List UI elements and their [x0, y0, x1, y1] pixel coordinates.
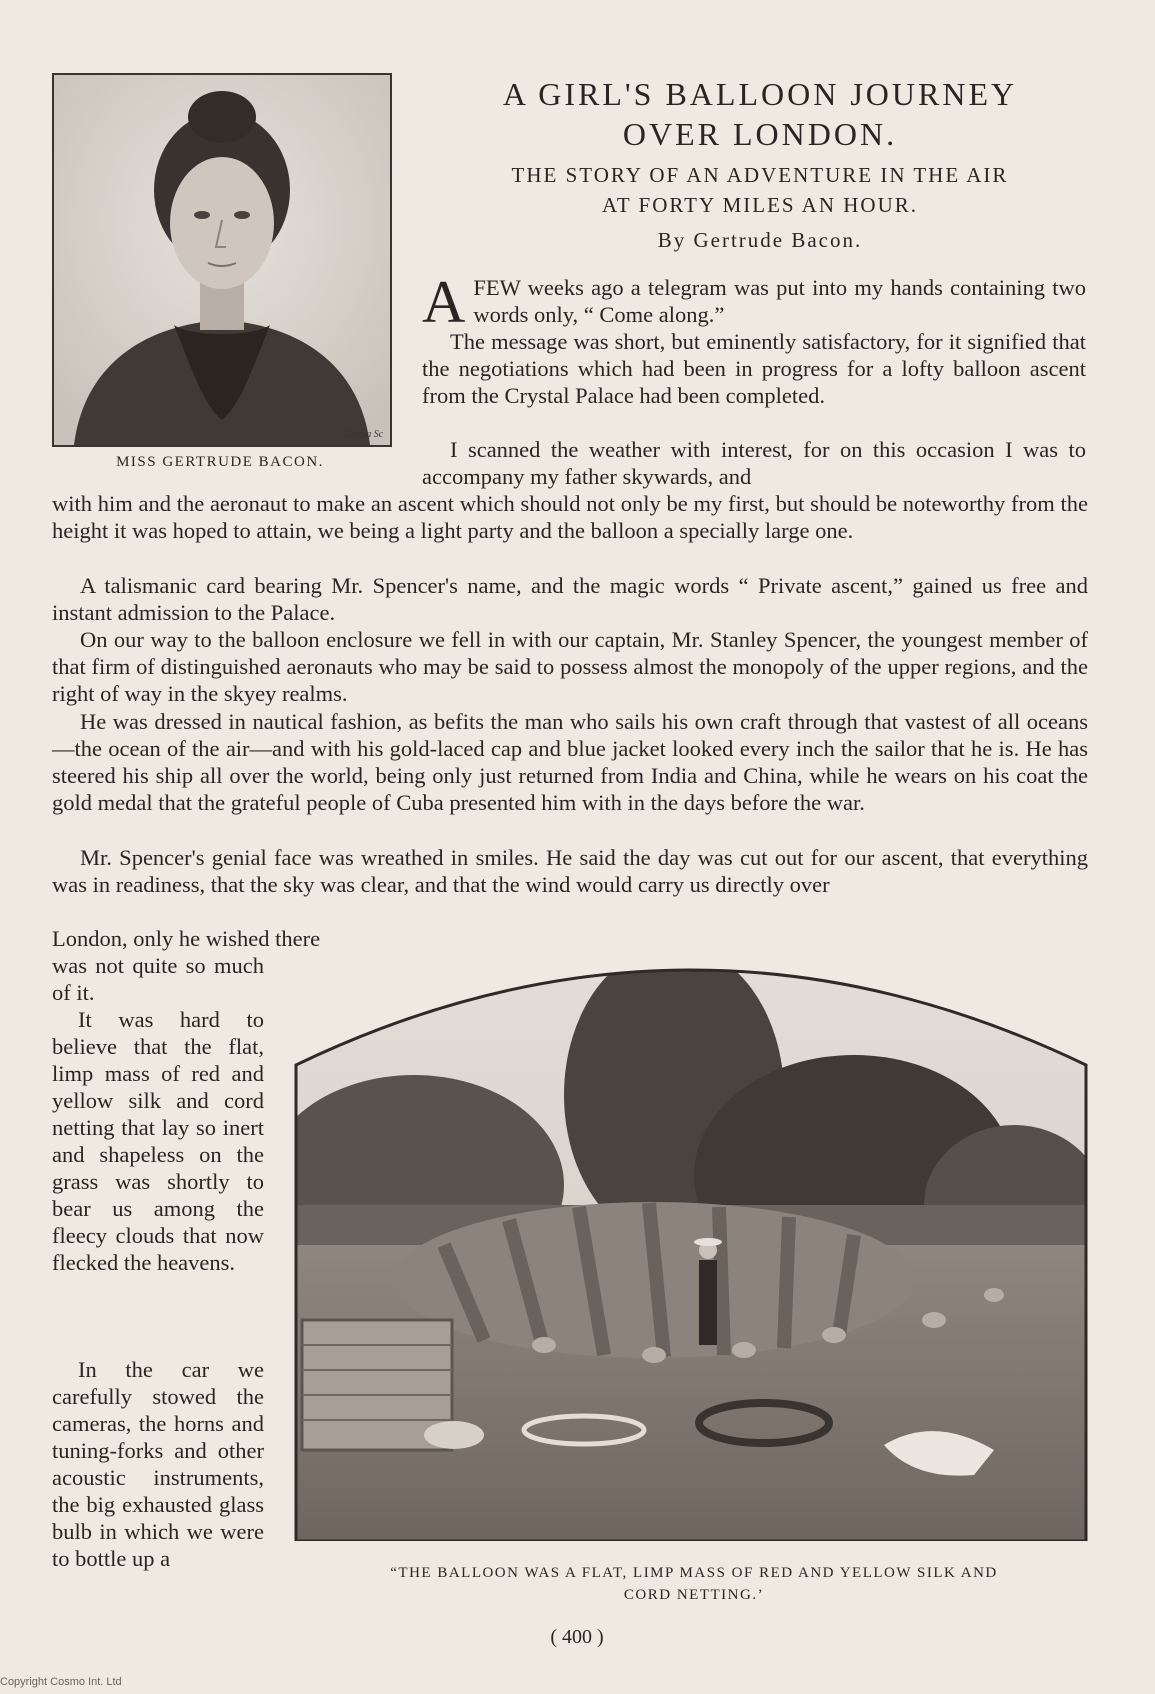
- title-line-2: OVER LONDON.: [622, 116, 898, 152]
- photo-caption-line-1: “THE BALLOON WAS A FLAT, LIMP MASS OF RED AND YELLOW SILK AND: [390, 1565, 998, 1581]
- paragraph-5: He was dressed in nautical fashion, as befits the man who sails his own craft through that vastest of all oceans—the ocean of the air—and with his gold-laced cap and blue jacket looked every inch the sailor that he is. He has steered his ship all over the world, being only just returned from India and China, while he wears on his coat the gold medal that the grateful people of Cuba presented him with in the days before the war.: [52, 709, 1088, 815]
- title-line-1: A GIRL'S BALLOON JOURNEY: [502, 76, 1018, 112]
- intro-text: FEW weeks ago a telegram was put into my hands containing two words only, “ Come along.”: [473, 275, 1086, 327]
- article-title: [410, 74, 1110, 154]
- subtitle-line-2: AT FORTY MILES AN HOUR.: [601, 193, 919, 217]
- drop-cap: A: [422, 269, 466, 335]
- paragraph-6c: was not quite so much of it.: [52, 953, 264, 1005]
- paragraph-4: On our way to the balloon enclosure we fell in with our captain, Mr. Stanley Spencer, the youngest member of that firm of distinguished aeronauts who may be said to possess almost the monopoly of the upper regions, and the right of way in the skyey realms.: [52, 627, 1088, 706]
- portrait-caption: MISS GERTRUDE BACON.: [116, 454, 324, 470]
- portrait-image: [52, 73, 392, 447]
- paragraph-8: In the car we carefully stowed the cameras, the horns and tuning-forks and other acoustic instruments, the big exhausted glass bulb in which we were to bottle up a: [52, 1357, 264, 1571]
- subtitle-line-1: THE STORY OF AN ADVENTURE IN THE AIR: [511, 163, 1009, 187]
- photo-caption-line-2: CORD NETTING.’: [623, 1587, 765, 1603]
- paragraph-6b: London, only he wished there: [52, 926, 321, 951]
- paragraph-3: A talismanic card bearing Mr. Spencer's name, and the magic words “ Private ascent,” gained us free and instant admission to the Palace.: [52, 573, 1088, 625]
- engraver-mark: Sakaia Sc: [344, 429, 384, 440]
- paragraph-7: It was hard to believe that the flat, limp mass of red and yellow silk and cord netting that lay so inert and shapeless on the grass was shortly to bear us among the fleecy clouds that now flecked the heavens.: [52, 1007, 264, 1275]
- paragraph-2a: I scanned the weather with interest, for on this occasion I was to accompany my father skywards, and: [422, 437, 1086, 489]
- intro-paragraph: [422, 269, 1086, 335]
- paragraph-2b: with him and the aeronaut to make an ascent which should not only be my first, but should be noteworthy from the height it was hoped to attain, we being a light party and the balloon a specially large one.: [52, 491, 1088, 543]
- byline: By Gertrude Bacon.: [657, 228, 863, 252]
- photo-caption: [300, 1562, 1088, 1606]
- paragraph-1: The message was short, but eminently satisfactory, for it signified that the negotiations which had been in progress for a lofty balloon ascent from the Crystal Palace had been completed.: [422, 329, 1086, 408]
- article-subtitle: [410, 160, 1110, 220]
- paragraph-6a: Mr. Spencer's genial face was wreathed in smiles. He said the day was cut out for our ascent, that everything was in readiness, that the sky was clear, and that the wind would carry us directly over: [52, 845, 1088, 897]
- balloon-photo: [294, 945, 1088, 1541]
- page-number: ( 400 ): [550, 1626, 604, 1648]
- copyright-watermark: Copyright Cosmo Int. Ltd: [0, 1676, 122, 1688]
